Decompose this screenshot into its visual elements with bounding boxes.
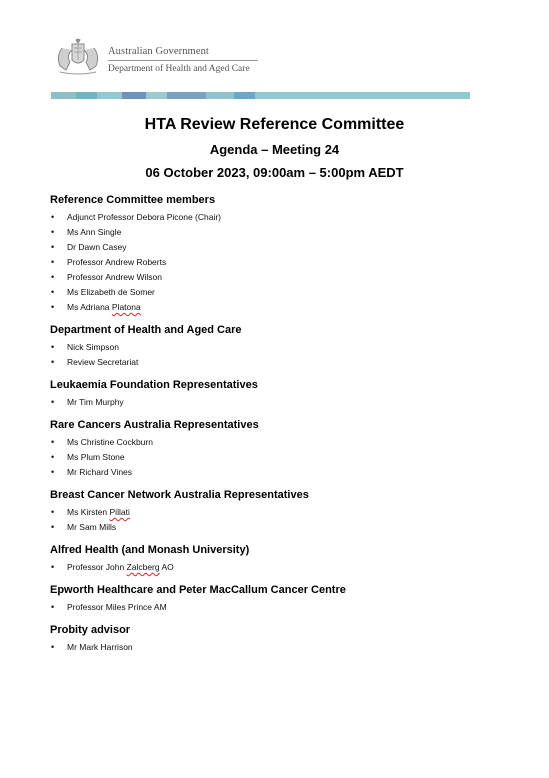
attendee-bullets [50,640,490,655]
stripe-segment [206,92,235,99]
list-item: • Professor John Zalcberg AO [50,560,490,575]
list-item: • Ms Adriana Platona [50,300,490,315]
list-item: • Review Secretariat [50,355,490,370]
spellcheck-word: Zalcberg [126,562,160,572]
list-item: • Mr Tim Murphy [50,395,490,410]
section-heading: Breast Cancer Network Australia Representatives [50,489,309,501]
list-item: • Ms Christine Cockburn [50,435,490,450]
section-heading: Alfred Health (and Monash University) [50,544,250,556]
list-item: • Mr Mark Harrison [50,640,490,655]
attendee-bullets [50,395,490,410]
coat-of-arms-icon [52,38,104,76]
stripe-segment [255,92,470,99]
attendee-list [50,193,490,663]
stripe-segment [122,92,147,99]
attendee-bullets [50,435,490,480]
list-item: • Professor Andrew Roberts [50,255,490,270]
stripe-segment [76,92,97,99]
department-name: Department of Health and Aged Care [108,64,250,74]
list-item: • Ms Ann Single [50,225,490,240]
attendee-section [50,378,490,410]
list-item: • Ms Plum Stone [50,450,490,465]
spellcheck-word: Pillati [109,507,130,517]
list-item: • Mr Sam Mills [50,520,490,535]
attendee-bullets [50,210,490,315]
section-heading: Reference Committee members [50,194,216,206]
attendee-section [50,418,490,480]
attendee-section [50,543,490,575]
stripe-segment [51,92,76,99]
meeting-date: 06 October 2023, 09:00am – 5:00pm AEDT [145,165,404,180]
stripe-segment [97,92,122,99]
letterhead-divider [108,60,258,61]
letterhead [52,38,472,78]
list-item: • Mr Richard Vines [50,465,490,480]
attendee-section [50,193,490,315]
stripe-segment [146,92,167,99]
attendee-bullets [50,505,490,535]
list-item: • Nick Simpson [50,340,490,355]
list-item: • Ms Kirsten Pillati [50,505,490,520]
section-heading: Epworth Healthcare and Peter MacCallum Cancer Centre [50,584,346,596]
agenda-subtitle: Agenda – Meeting 24 [209,142,340,157]
attendee-section [50,488,490,535]
attendee-bullets [50,560,490,575]
section-heading: Rare Cancers Australia Representatives [50,419,259,431]
section-heading: Leukaemia Foundation Representatives [50,379,258,391]
list-item: • Dr Dawn Casey [50,240,490,255]
attendee-section [50,623,490,655]
attendee-section [50,323,490,370]
stripe-segment [167,92,205,99]
list-item: • Professor Andrew Wilson [50,270,490,285]
stripe-segment [234,92,255,99]
attendee-bullets [50,600,490,615]
list-item: • Professor Miles Prince AM [50,600,490,615]
section-heading: Probity advisor [50,624,131,636]
government-name: Australian Government [108,46,209,57]
document-title: HTA Review Reference Committee [144,116,405,133]
list-item: • Ms Elizabeth de Somer [50,285,490,300]
header-stripe [51,92,470,99]
list-item: • Adjunct Professor Debora Picone (Chair) [50,210,490,225]
section-heading: Department of Health and Aged Care [50,324,242,336]
attendee-bullets [50,340,490,370]
spellcheck-word: Platona [111,302,141,312]
attendee-section [50,583,490,615]
